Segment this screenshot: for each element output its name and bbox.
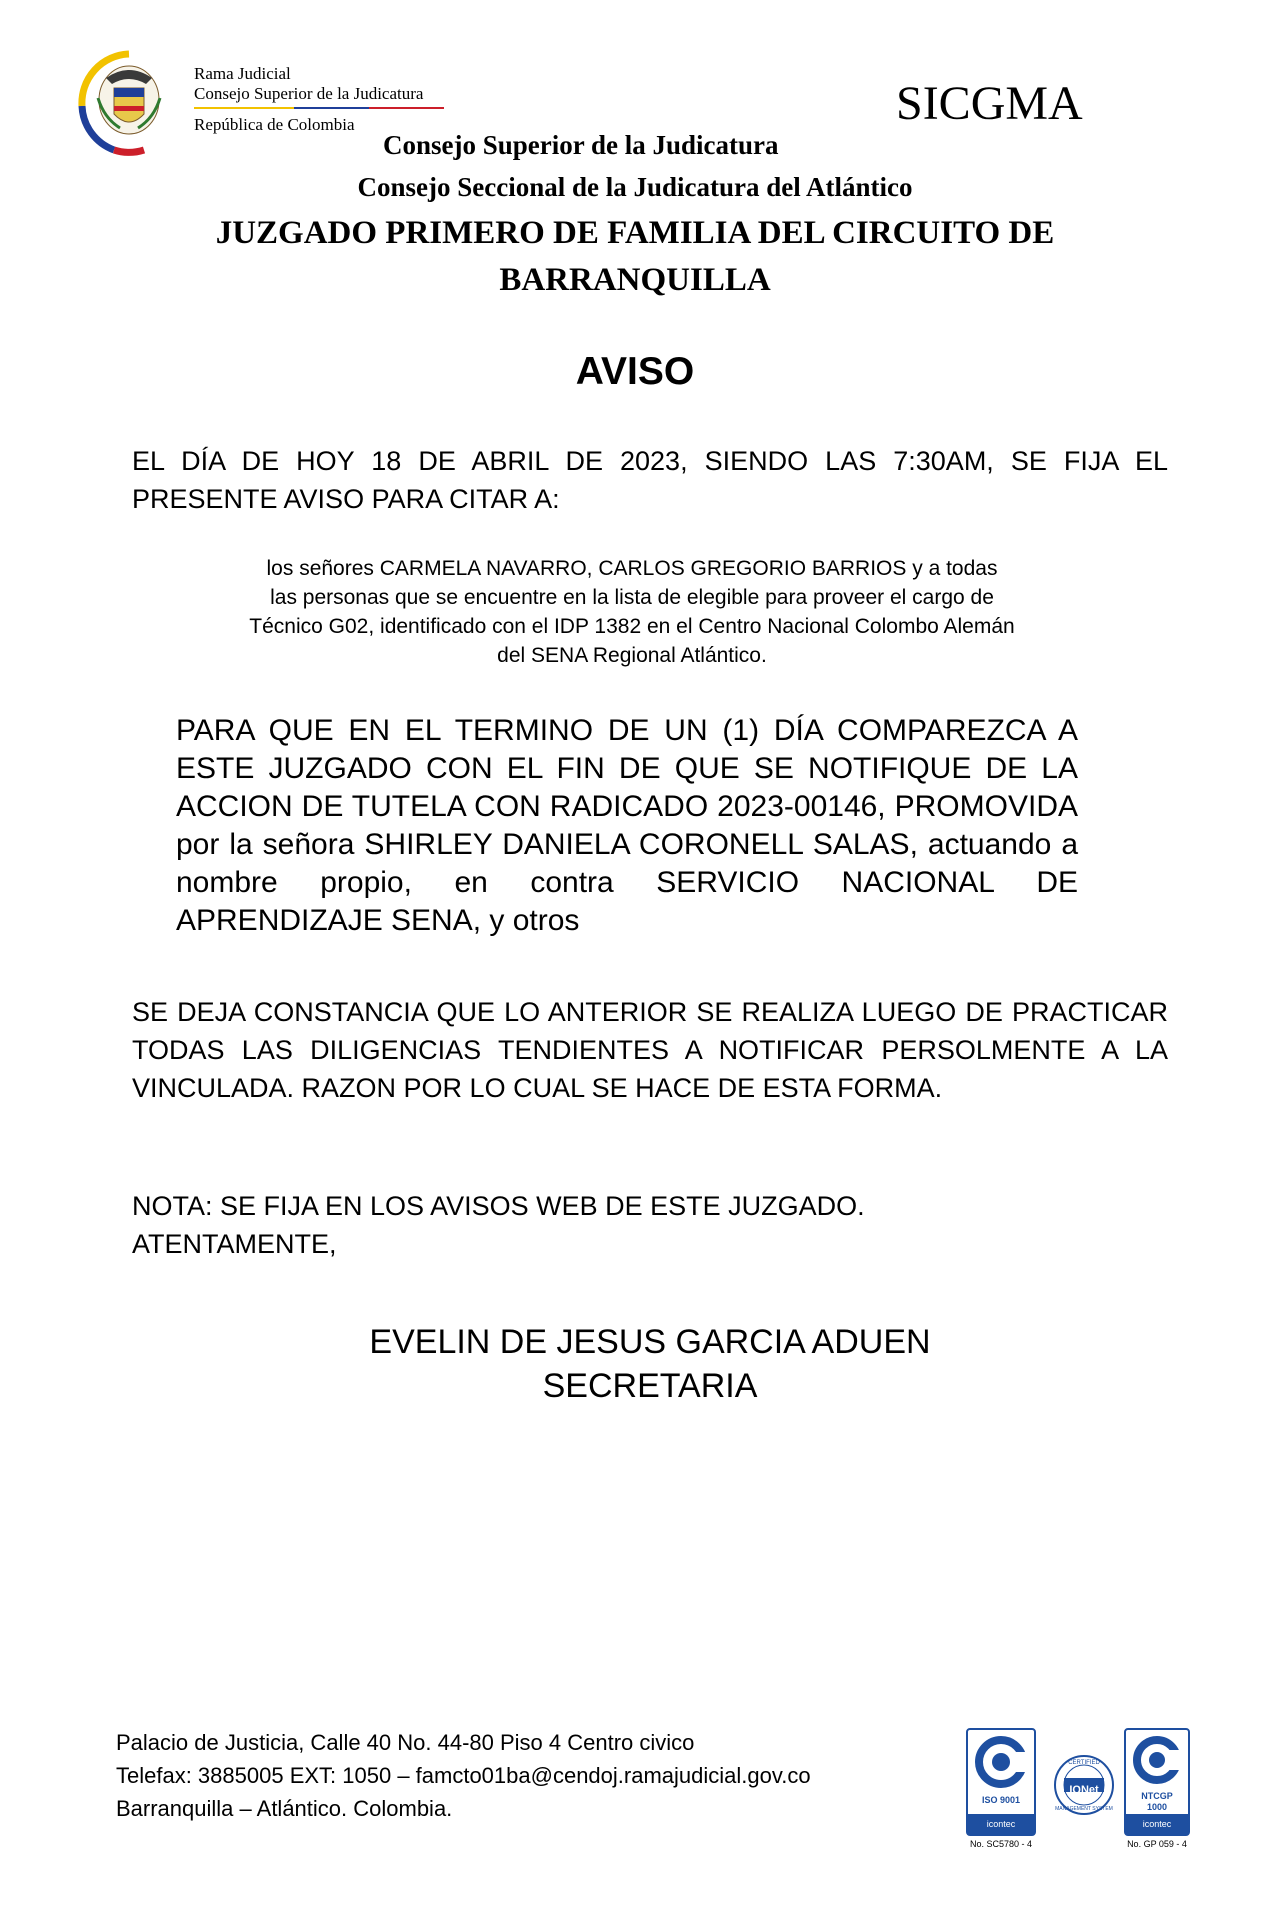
footer-line-contact: Telefax: 3885005 EXT: 1050 – famcto01ba@cendoj.ramajudicial.gov.co (116, 1763, 811, 1788)
footer-line-address: Palacio de Justicia, Calle 40 No. 44-80 Piso 4 Centro civico (116, 1730, 695, 1755)
cited-line: Técnico G02, identificado con el IDP 1382 en el Centro Nacional Colombo Alemán (249, 615, 1015, 638)
iso-number: No. SC5780 - 4 (969, 1839, 1033, 1849)
note-block (132, 1187, 865, 1263)
cited-line: las personas que se encuentre en la lista de elegible para proveer el cargo de (270, 586, 994, 609)
header-consejo-superior: Consejo Superior de la Judicatura (383, 130, 779, 160)
iso-cert-badge (966, 1728, 1036, 1836)
iqnet-label: IQNet (1069, 1784, 1099, 1796)
iqnet-cert (1052, 1740, 1116, 1835)
coat-of-arms-logo (74, 48, 184, 158)
icontec-c-icon (1126, 1730, 1188, 1786)
closing-line: ATENTAMENTE, (132, 1229, 337, 1259)
intro-paragraph: EL DÍA DE HOY 18 DE ABRIL DE 2023, SIENDO LAS 7:30AM, SE FIJA EL PRESENTE AVISO PARA CITAR A: (132, 446, 1168, 514)
header-juzgado (0, 210, 1270, 304)
purpose-paragraph: PARA QUE EN EL TERMINO DE UN (1) DÍA COMPAREZCA A ESTE JUZGADO CON EL FIN DE QUE SE NOTIFIQUE DE LA ACCION DE TUTELA CON RADICADO 2023-00146, PROMOVIDA por la señora SHIRLEY DANIELA CORONELL SALAS, actuando a nombre propio, en contra SERVICIO NACIONAL DE APRENDIZAJE SENA, y otros (176, 714, 1078, 937)
header-juzgado-line1: JUZGADO PRIMERO DE FAMILIA DEL CIRCUITO DE (215, 215, 1055, 251)
ntcgp-cert-badge (1124, 1728, 1190, 1836)
header-juzgado-line2: BARRANQUILLA (499, 262, 771, 298)
page-title: AVISO (575, 350, 695, 393)
footer-line-city: Barranquilla – Atlántico. Colombia. (116, 1796, 453, 1821)
ntcgp-number: No. GP 059 - 4 (1127, 1839, 1187, 1849)
iqnet-top-text: CERTIFIED (1068, 1760, 1100, 1766)
header-consejo-seccional: Consejo Seccional de la Judicatura del Atlántico (357, 172, 913, 202)
iso-label: ISO 9001 (981, 1795, 1021, 1805)
record-paragraph: SE DEJA CONSTANCIA QUE LO ANTERIOR SE REALIZA LUEGO DE PRACTICAR TODAS LAS DILIGENCIAS TENDIENTES A NOTIFICAR PERSOLMENTE A LA VINCULADA. RAZON POR LO CUAL SE HACE DE ESTA FORMA. (132, 997, 1168, 1103)
note-line: NOTA: SE FIJA EN LOS AVISOS WEB DE ESTE JUZGADO. (132, 1191, 865, 1221)
logo-text (194, 64, 454, 135)
icontec-c-icon (968, 1730, 1034, 1790)
cited-line: los señores CARMELA NAVARRO, CARLOS GREGORIO BARRIOS y a todas (266, 557, 998, 580)
ntcgp-brand: icontec (1126, 1814, 1188, 1834)
signer-name: EVELIN DE JESUS GARCIA ADUEN (369, 1323, 931, 1361)
logo-line-rama: Rama Judicial (194, 64, 291, 83)
logo-line-republica: República de Colombia (194, 115, 355, 135)
iso-9001-cert (966, 1728, 1036, 1849)
footer-address (116, 1726, 811, 1825)
cited-persons-paragraph (182, 554, 1082, 670)
iso-brand: icontec (968, 1814, 1034, 1834)
iqnet-bottom-text: MANAGEMENT SYSTEM (1055, 1806, 1113, 1812)
signer-role: SECRETARIA (542, 1367, 758, 1405)
cited-line: del SENA Regional Atlántico. (497, 644, 767, 667)
ntcgp-1000-cert (1124, 1728, 1190, 1849)
ntcgp-label: NTCGP 1000 (1141, 1791, 1173, 1812)
signature-block (0, 1320, 1270, 1408)
logo-line-consejo: Consejo Superior de la Judicatura (194, 84, 424, 104)
logo-flag-rule (194, 107, 444, 109)
sicgma-label: SICGMA (896, 77, 1083, 130)
